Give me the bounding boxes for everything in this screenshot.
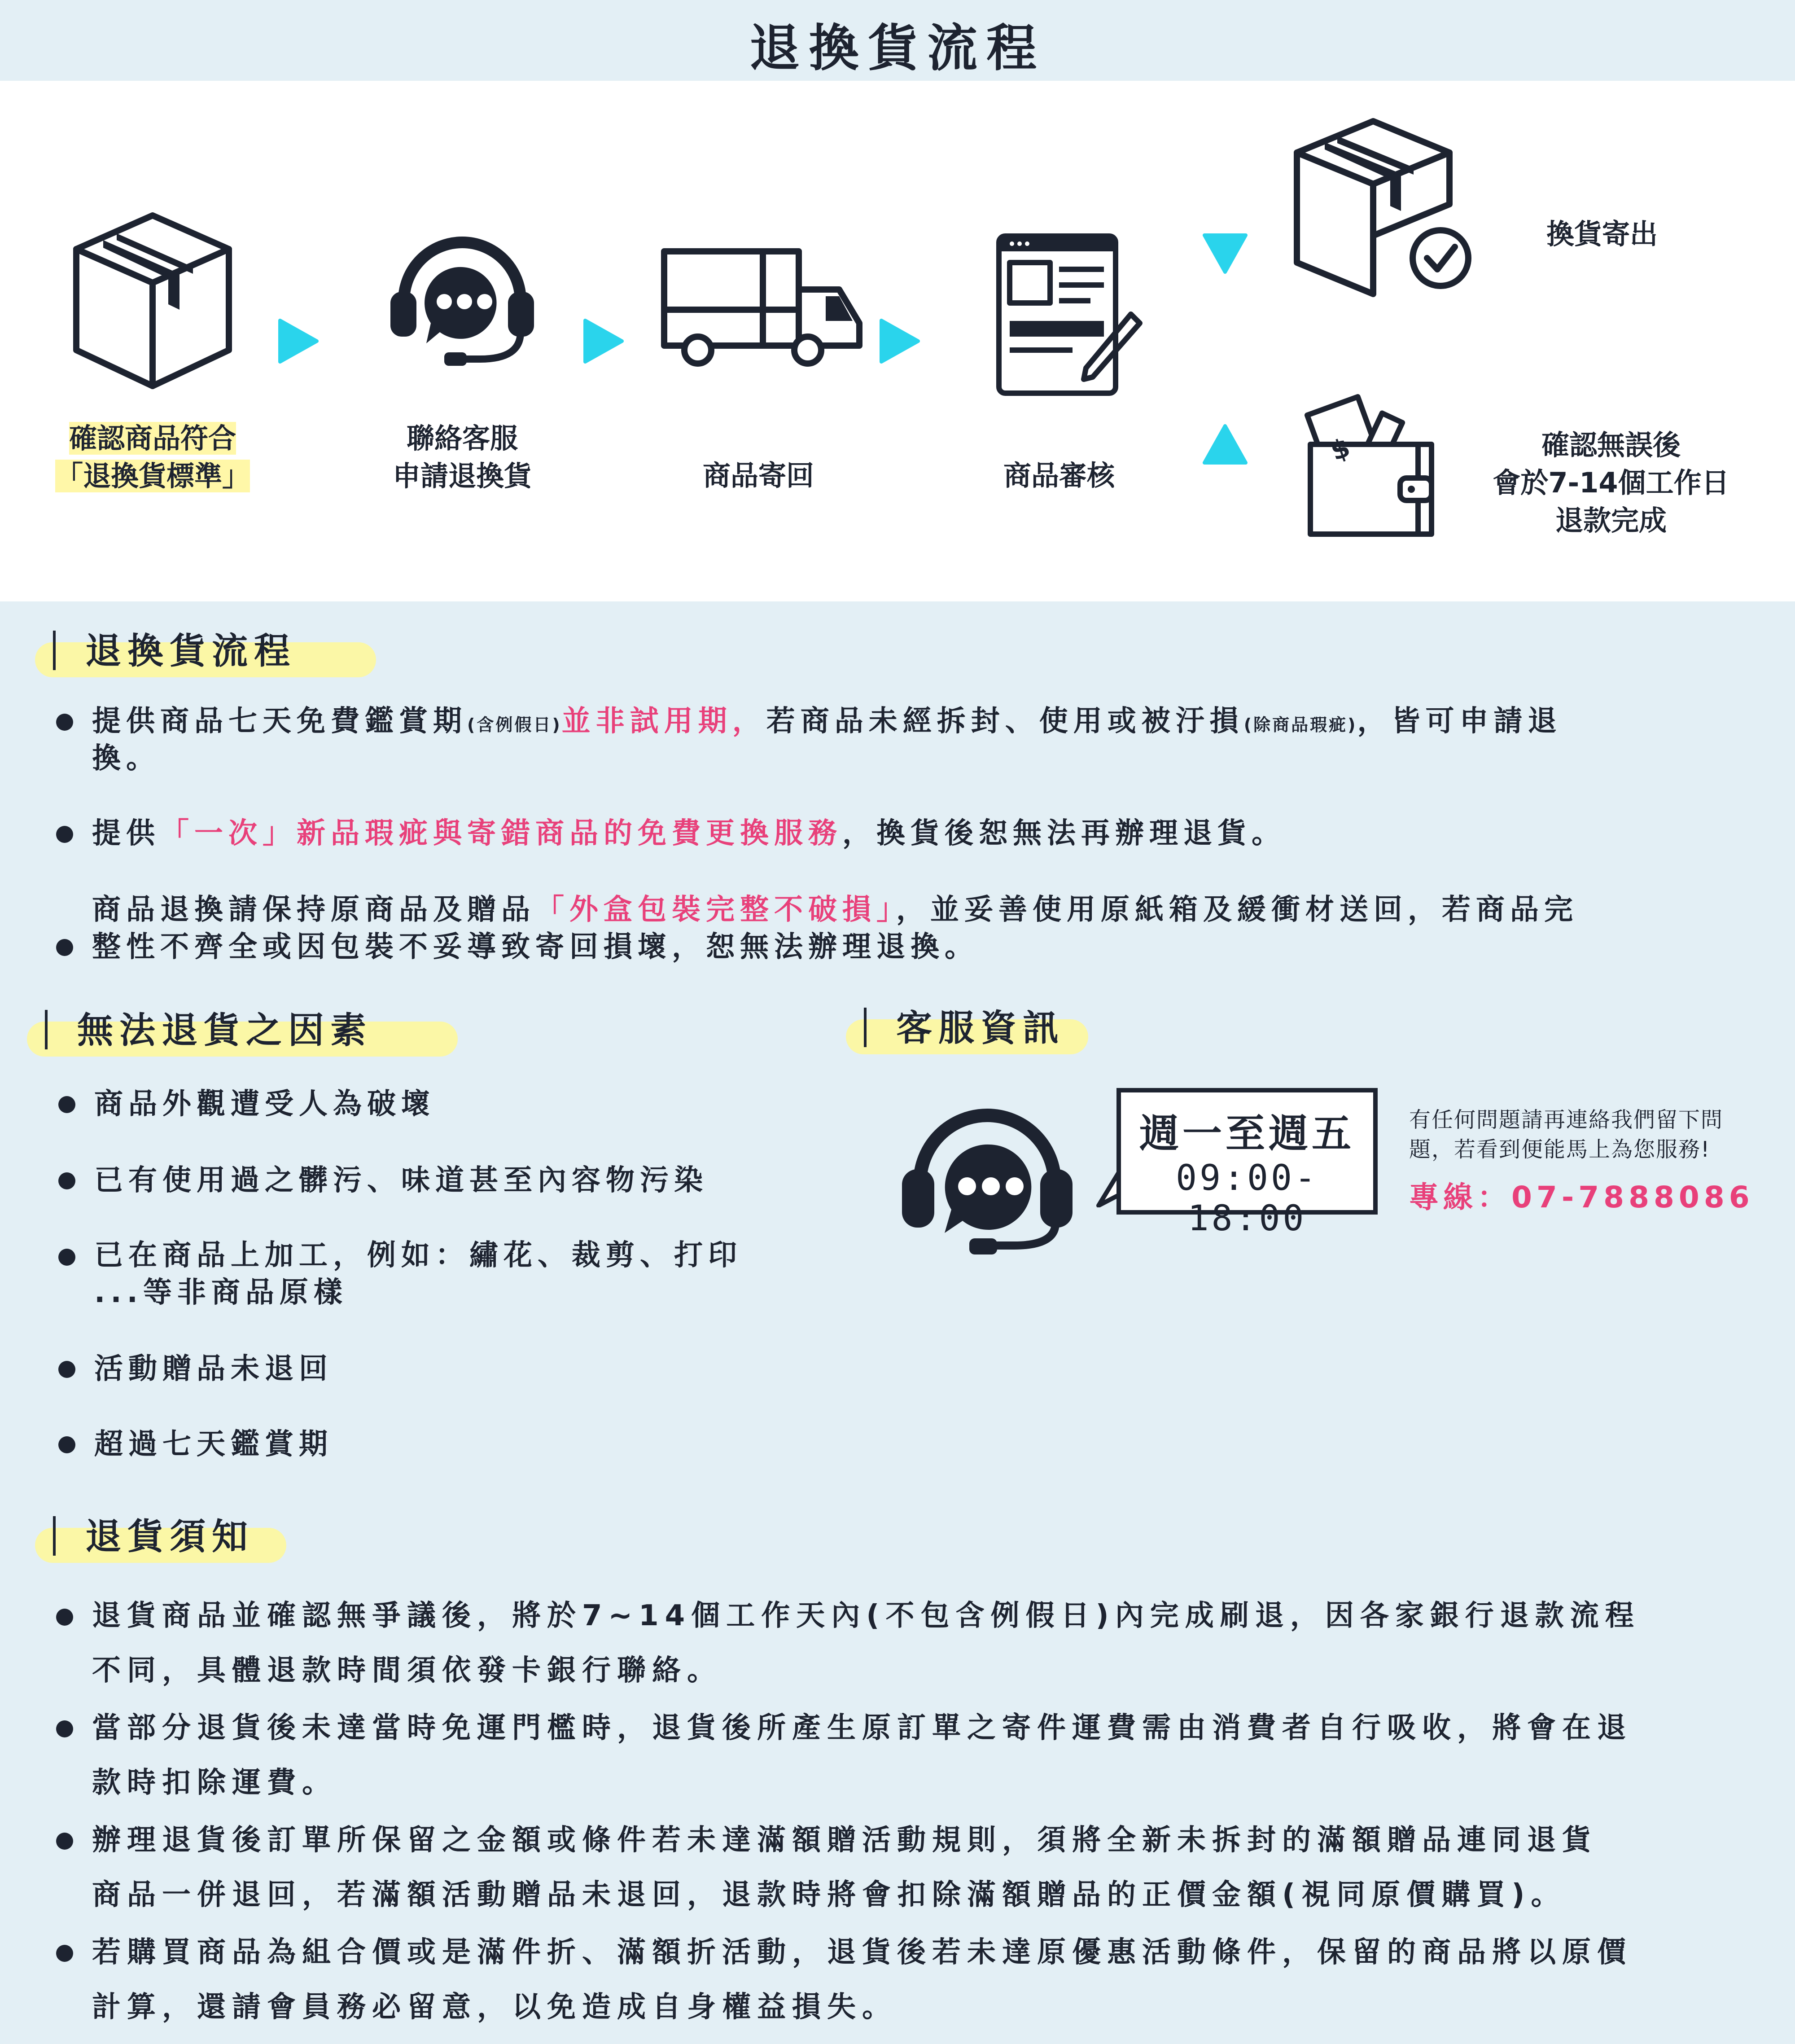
arrow-right-icon-2 bbox=[583, 319, 624, 364]
no-return-item-3-cont: ...等非商品原樣 bbox=[94, 1276, 348, 1309]
notice-line-6: 商品一併退回，若滿額活動贈品未退回，退款時將會扣除滿額贈品的正價金額(視同原價購買)。 bbox=[92, 1878, 1566, 1912]
refund-line1: 確認無誤後 bbox=[1541, 429, 1681, 461]
title-bar bbox=[0, 0, 1795, 81]
bullet-dot bbox=[56, 1833, 73, 1850]
service-note bbox=[1409, 1105, 1723, 1164]
service-heading bbox=[864, 1008, 1070, 1051]
no-return-heading bbox=[45, 1010, 413, 1053]
bullet-dot bbox=[56, 714, 73, 731]
svg-text:$: $ bbox=[1326, 432, 1354, 467]
box-check-icon bbox=[1288, 114, 1485, 303]
notice-line-5: 辦理退貨後訂單所保留之金額或條件若未達滿額贈活動規則，須將全新未拆封的滿額贈品連同退貨 bbox=[92, 1824, 1597, 1857]
no-return-item-2: 已有使用過之髒污、味道甚至內容物污染 bbox=[94, 1164, 708, 1197]
no-return-item-3: 已在商品上加工，例如：繡花、裁剪、打印 bbox=[94, 1239, 742, 1272]
no-return-item-1: 商品外觀遭受人為破壞 bbox=[94, 1088, 435, 1121]
step2-line1: 聯絡客服 bbox=[406, 422, 518, 455]
no-return-heading-text: 無法退貨之因素 bbox=[77, 1009, 372, 1051]
notice-line-1: 退貨商品並確認無爭議後，將於7~14個工作天內(不包含例假日)內完成刷退，因各家銀行退款流程 bbox=[92, 1599, 1640, 1632]
refund-line2: 會於7-14個工作日 bbox=[1493, 466, 1729, 499]
notice-line-4: 款時扣除運費。 bbox=[92, 1766, 337, 1799]
process-item-1-cont: 換。 bbox=[92, 742, 160, 775]
process-heading-text: 退換貨流程 bbox=[85, 630, 296, 672]
hours-box bbox=[1116, 1088, 1378, 1239]
bullet-dot bbox=[56, 826, 73, 843]
service-heading-text: 客服資訊 bbox=[896, 1007, 1065, 1049]
bullet-dot bbox=[58, 1436, 75, 1453]
outcome-exchange-label bbox=[1494, 215, 1710, 253]
page-title: 退換貨流程 bbox=[749, 19, 1046, 78]
wallet-icon bbox=[1301, 390, 1445, 543]
bullet-dot bbox=[58, 1249, 75, 1266]
outcome-refund-label bbox=[1467, 426, 1755, 540]
arrow-up-icon bbox=[1203, 424, 1248, 465]
service-hours: 09:00-18:00 bbox=[1176, 1158, 1318, 1239]
headset-chat-icon bbox=[377, 224, 547, 377]
bullet-dot bbox=[56, 1720, 73, 1737]
hotline[interactable]: 專線：07-7888086 bbox=[1409, 1180, 1754, 1215]
box-icon bbox=[67, 206, 238, 395]
step2-line2: 申請退換貨 bbox=[392, 460, 532, 492]
arrow-right-icon-1 bbox=[278, 319, 319, 364]
step3-line1: 商品寄回 bbox=[702, 459, 814, 492]
step-label-1 bbox=[40, 420, 265, 495]
bullet-dot bbox=[58, 1172, 75, 1189]
step1-line1: 確認商品符合 bbox=[69, 422, 236, 455]
step-label-3 bbox=[646, 457, 871, 495]
step4-line1: 商品審核 bbox=[1003, 459, 1115, 492]
notice-heading-text: 退貨須知 bbox=[85, 1516, 254, 1557]
notice-line-8: 計算，還請會員務必留意，以免造成自身權益損失。 bbox=[92, 1991, 897, 2024]
process-item-2: 提供「一次」新品瑕疵與寄錯商品的免費更換服務，換貨後恕無法再辦理退貨。 bbox=[92, 817, 1286, 850]
exchange-label: 換貨寄出 bbox=[1546, 218, 1658, 250]
bullet-dot bbox=[58, 1096, 75, 1113]
step1-line2: 「退換貨標準」 bbox=[55, 460, 250, 492]
arrow-right-icon-3 bbox=[880, 319, 920, 364]
bullet-dot bbox=[56, 1609, 73, 1626]
process-item-3: 商品退換請保持原商品及贈品「外盒包裝完整不破損」，並妥善使用原紙箱及緩衝材送回，若商品完 bbox=[92, 893, 1578, 926]
notice-heading bbox=[53, 1516, 259, 1559]
process-item-1: 提供商品七天免費鑑賞期(含例假日)並非試用期，若商品未經拆封、使用或被汙損(除商品瑕疵)，皆可申請退 bbox=[92, 705, 1562, 738]
no-return-item-5: 超過七天鑑賞期 bbox=[94, 1428, 333, 1461]
process-heading bbox=[53, 631, 340, 674]
bullet-dot bbox=[56, 939, 73, 956]
bullet-dot bbox=[56, 1945, 73, 1962]
document-pencil-icon bbox=[992, 229, 1144, 399]
bullet-dot bbox=[58, 1361, 75, 1378]
arrow-down-icon bbox=[1203, 233, 1248, 274]
notice-line-3: 當部分退貨後未達當時免運門檻時，退貨後所產生原訂單之寄件運費需由消費者自行吸收，將會在退 bbox=[92, 1711, 1632, 1745]
notice-line-7: 若購買商品為組合價或是滿件折、滿額折活動，退貨後若未達原優惠活動條件，保留的商品將以原價 bbox=[92, 1936, 1632, 1969]
service-days: 週一至週五 bbox=[1139, 1110, 1355, 1157]
refund-line3: 退款完成 bbox=[1555, 504, 1667, 537]
service-headset-icon bbox=[889, 1093, 1086, 1263]
step-label-4 bbox=[947, 457, 1171, 495]
step-label-2 bbox=[350, 420, 574, 495]
truck-icon bbox=[660, 247, 866, 373]
service-note-line2: 題，若看到便能馬上為您服務! bbox=[1409, 1137, 1711, 1162]
process-item-3-cont: 整性不齊全或因包裝不妥導致寄回損壞，恕無法辦理退換。 bbox=[92, 930, 979, 964]
notice-line-2: 不同，具體退款時間須依發卡銀行聯絡。 bbox=[92, 1654, 722, 1687]
no-return-item-4: 活動贈品未退回 bbox=[94, 1352, 333, 1386]
service-note-line1: 有任何問題請再連絡我們留下問 bbox=[1409, 1107, 1724, 1132]
